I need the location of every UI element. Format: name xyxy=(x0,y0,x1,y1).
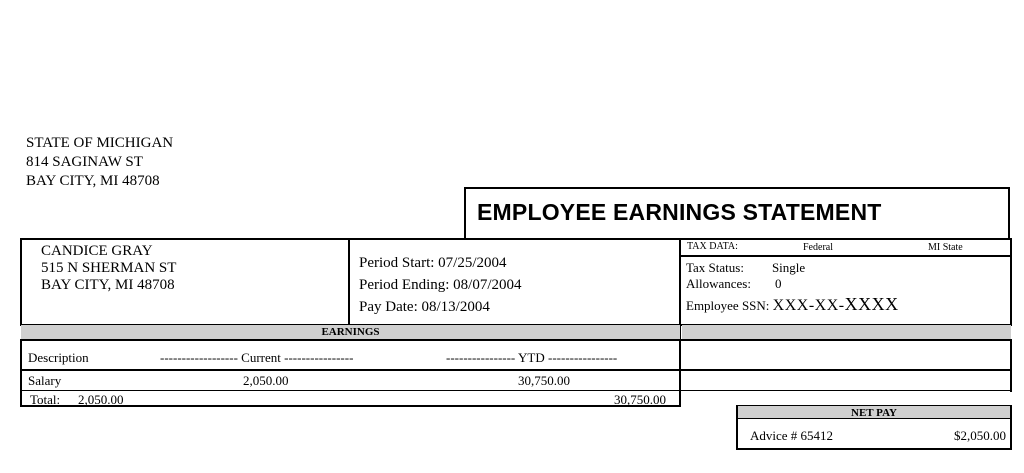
tax-data-label: TAX DATA: xyxy=(687,241,738,252)
earnings-header: EARNINGS xyxy=(21,325,680,339)
allowances-label: Allowances: xyxy=(686,276,751,291)
employer-street: 814 SAGINAW ST xyxy=(26,154,143,170)
tax-state-label: MI State xyxy=(928,242,963,253)
ssn-label: Employee SSN: xyxy=(686,298,770,313)
ssn-value-a: XXX-XX- xyxy=(772,297,845,314)
divider xyxy=(681,255,1011,257)
pay-date: Pay Date: 08/13/2004 xyxy=(359,299,490,315)
employee-ssn xyxy=(686,294,899,315)
allowances-value: 0 xyxy=(774,276,782,291)
divider xyxy=(20,369,681,371)
earnings-row-description: Salary xyxy=(28,373,62,388)
earnings-row-ytd: 30,750.00 xyxy=(518,373,570,388)
employee-city: BAY CITY, MI 48708 xyxy=(41,277,175,293)
statement-title-box xyxy=(464,187,1010,238)
tax-federal-label: Federal xyxy=(803,242,833,253)
divider xyxy=(681,369,1012,371)
ssn-value-b: XXXX xyxy=(844,294,899,314)
divider xyxy=(1010,339,1012,392)
divider xyxy=(20,339,1012,341)
divider xyxy=(20,339,22,407)
col-current: ------------------ Current ---------------- xyxy=(160,350,354,365)
total-label: Total: xyxy=(30,392,61,407)
tax-status-label: Tax Status: xyxy=(686,260,744,275)
employee-street: 515 N SHERMAN ST xyxy=(41,260,177,276)
period-ending: Period Ending: 08/07/2004 xyxy=(359,277,522,293)
employer-name: STATE OF MICHIGAN xyxy=(26,135,174,151)
net-pay-amount: $2,050.00 xyxy=(954,428,1006,443)
employer-city: BAY CITY, MI 48708 xyxy=(26,173,160,189)
employer-address xyxy=(26,134,173,191)
period-start: Period Start: 07/25/2004 xyxy=(359,255,507,271)
period-info xyxy=(359,252,522,318)
divider xyxy=(348,238,350,326)
statement-title: EMPLOYEE EARNINGS STATEMENT xyxy=(477,199,882,225)
tax-data-header xyxy=(683,241,1010,255)
earnings-header-right xyxy=(682,325,1011,339)
net-pay-header: NET PAY xyxy=(737,405,1011,419)
employee-address xyxy=(41,243,176,294)
total-ytd: 30,750.00 xyxy=(614,392,666,407)
col-ytd: ---------------- YTD ---------------- xyxy=(446,350,618,365)
divider xyxy=(679,238,681,407)
tax-info xyxy=(686,260,805,292)
col-description: Description xyxy=(28,350,89,365)
employee-name: CANDICE GRAY xyxy=(41,243,153,259)
total-current: 2,050.00 xyxy=(78,392,124,407)
divider xyxy=(20,390,1012,391)
advice-number: Advice # 65412 xyxy=(750,428,834,443)
earnings-row-current: 2,050.00 xyxy=(243,373,289,388)
tax-status-value: Single xyxy=(771,260,806,275)
